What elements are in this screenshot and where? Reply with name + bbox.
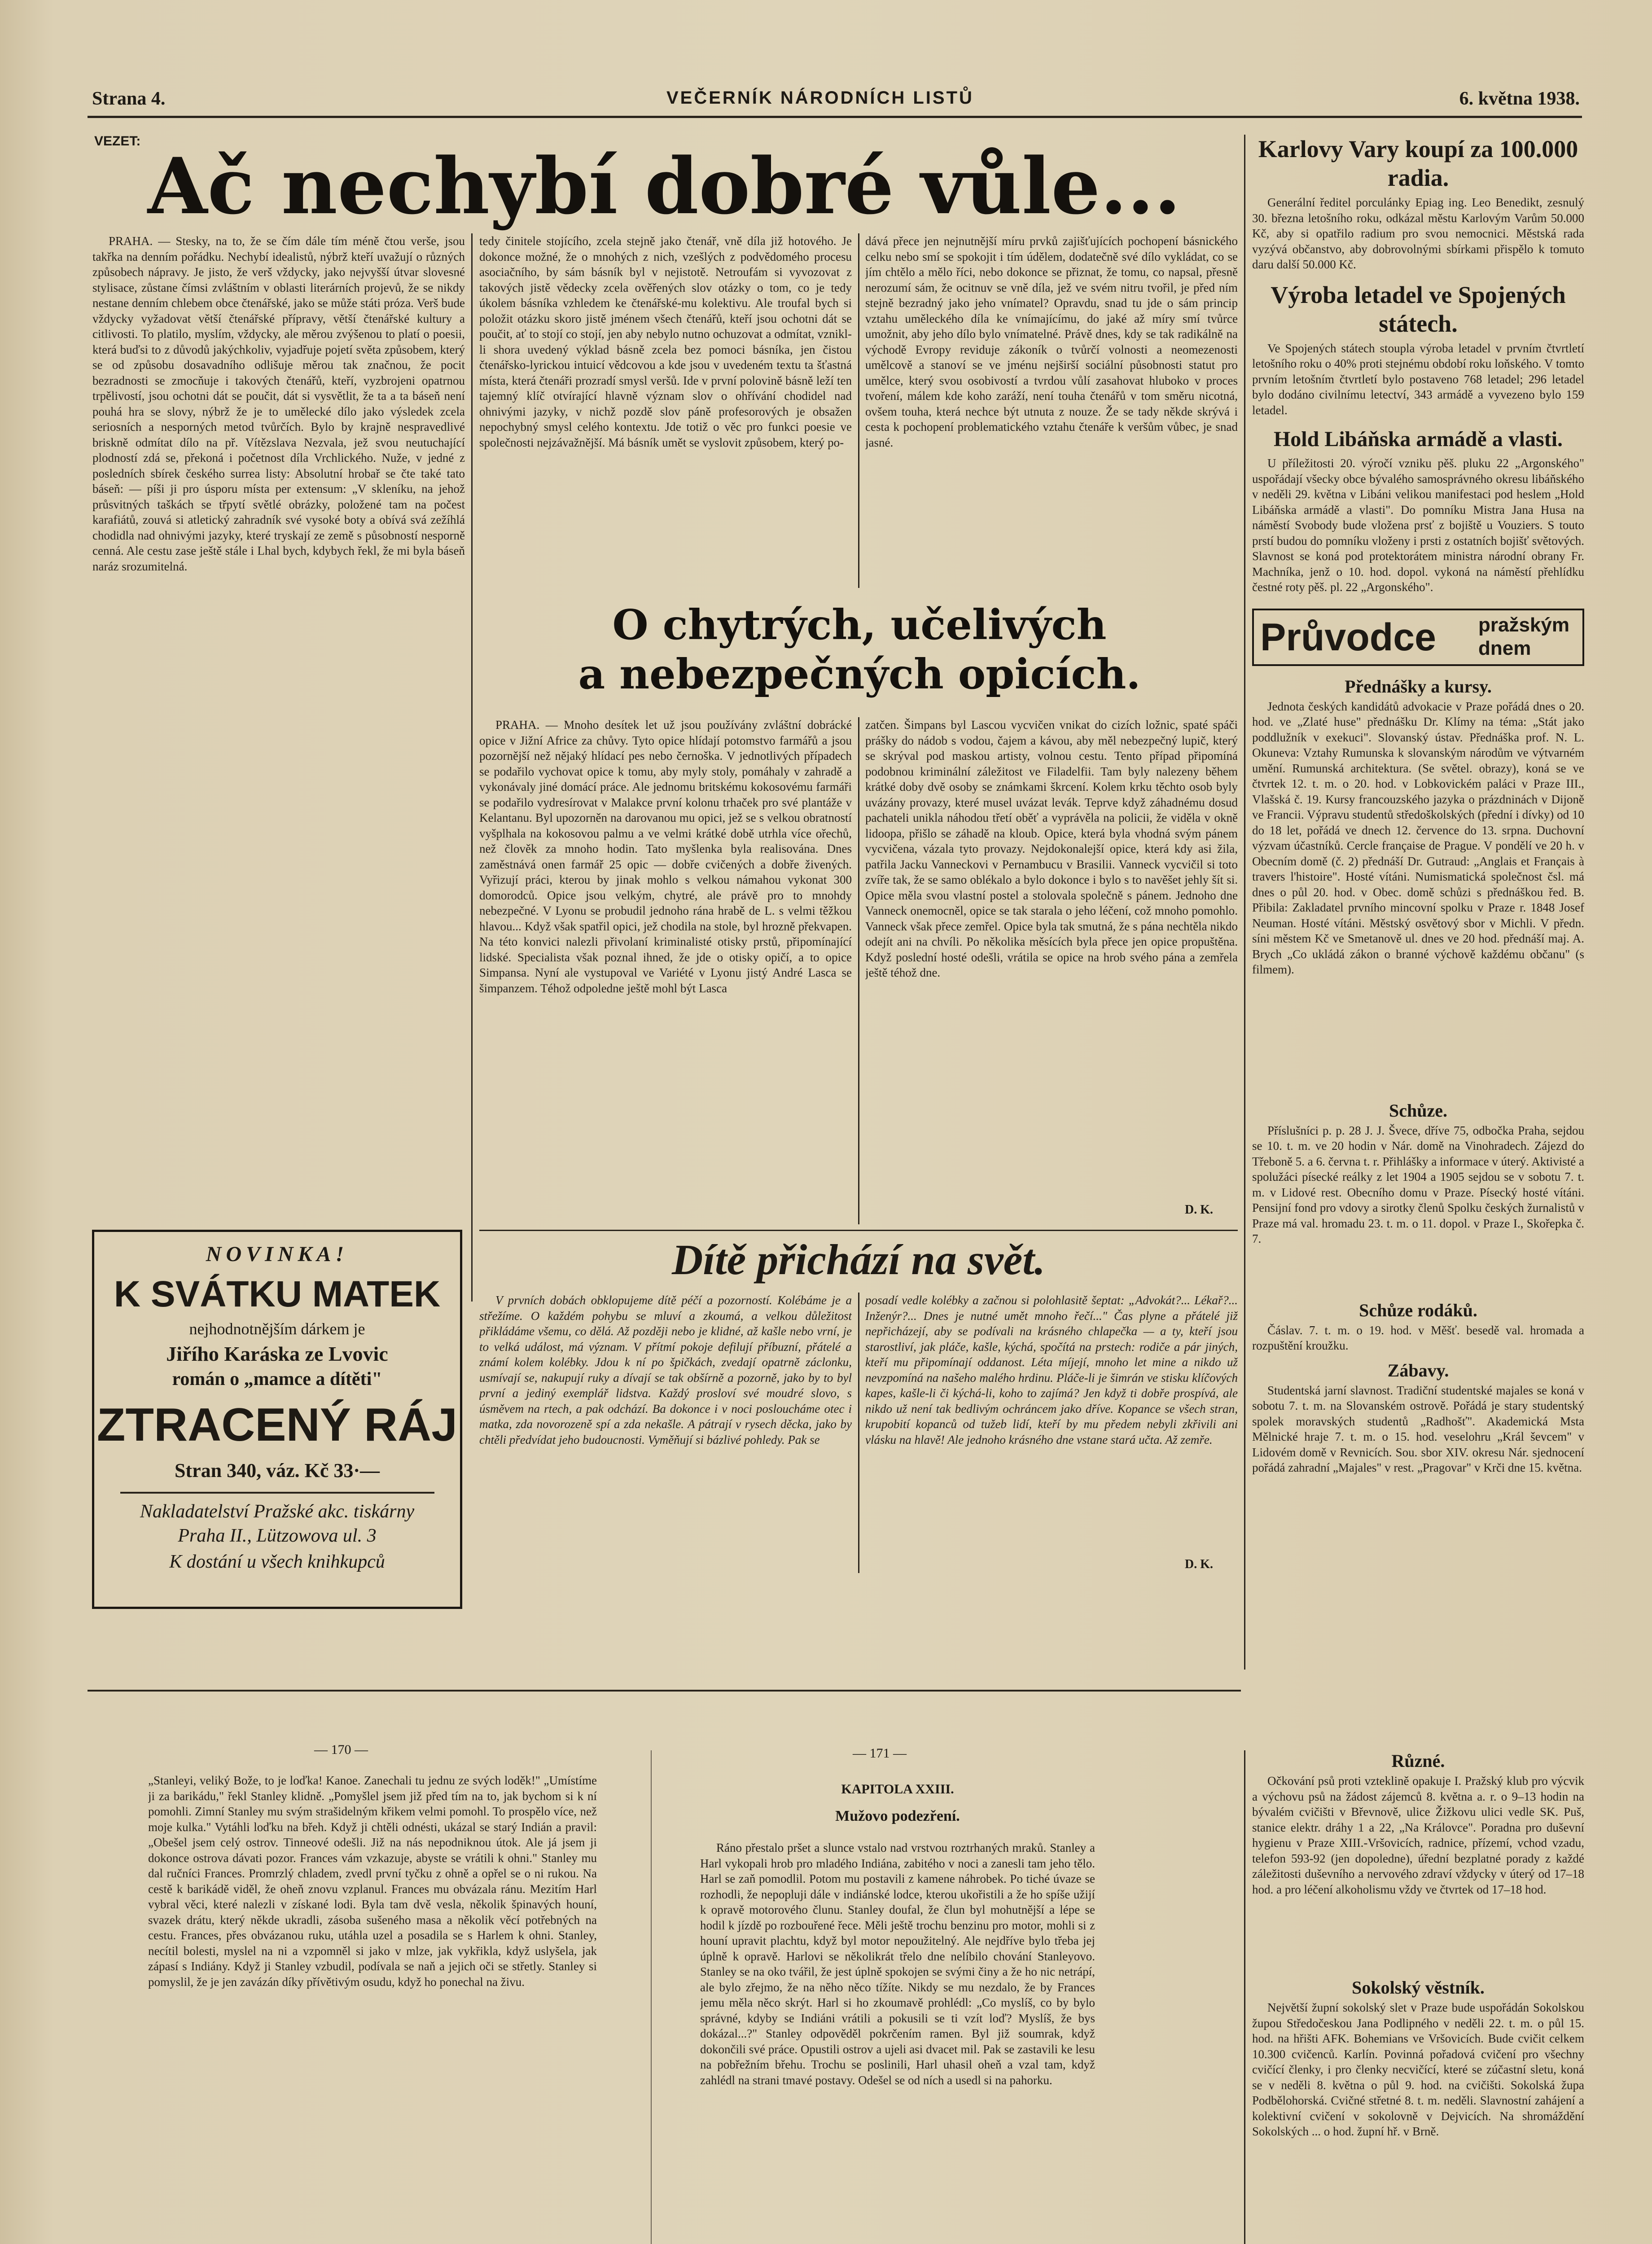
schuze-text: Příslušníci p. p. 28 J. J. Švece, dříve 75, odbočka Praha, sejdou se 10. t. m. ve 20 hodin v Nár. domě na Vinohradech. Zájezd do Třeboně 5. a 6. června t. r. Přihlášky a informace v úterý. Aktivisté a spolužáci písecké reálky z let 1904 a 1905 sejdou se v sobotu 7. t. m. v Lidové rest. Obecního domu v Praze. Písecký hosté vítáni. Pensijní fond pro vdovy a sirotky členů Spolku českých žurnalistů v Praze má val. hromadu 23. t. m. o 11. dopol. v Praze I., Skořepka č. 7.: [1252, 1123, 1584, 1245]
serial-right: [700, 1840, 1095, 2244]
sec-sokol: Sokolský věstník.: [1352, 1977, 1485, 1998]
serial-kapitola: KAPITOLA XXIII.: [841, 1782, 954, 1797]
opice-signature: D. K.: [1185, 1203, 1213, 1217]
pruvodce-word: Průvodce: [1260, 615, 1436, 659]
sec-prednasky: Přednášky a kursy.: [1345, 676, 1492, 697]
right-column-lower: [1252, 1750, 1584, 2244]
lead-col3-text: dává přece jen nejnutnější míru prvků zajišťujících pochopení básnického celku nebo smí se spokojit i tím údělem, dodatečně své dílo vykládat, co se jím chtělo a mělo říci, nebo dokonce se přiznat, že tomu, co napsal, přesně nerozumí sám, že ocitnuv se vně díla, jež ve svém nitru tvořil, je před ním stejně bezradný jako jeho vnímatel? Opravdu, snad tu jde o sám princip vztahu uměleckého díla ke vnímajícímu, do jaké až míry smí tvůrce umožnit, aby jeho dílo bylo vnímatelné. Právě dnes, kdy se tak radikálně na východě Evropy reviduje zákoník o tvůrčí volnosti a neomezenosti umělcově a stanoví se ve jménu nejširší sociální působnosti statut pro umělce, který svou osobivostí a tvrdou vůlí zasahovat hluboko v proces tvoření, málem kde koho zaráží, není touha čtenářů v tom směru nicotná, ovšem touha, která nechce být utnuta z nouze. Že se tady někde skrývá i cesta k pochopení problematického vztahu čtenáře k veršům vůbec, je snad jasné.: [865, 234, 1238, 449]
dite-title: Dítě přichází na svět.: [672, 1236, 1045, 1284]
col-rule-2: [858, 233, 859, 588]
ad-address: Praha II., Lützowova ul. 3: [178, 1525, 377, 1546]
col-rule-right-lower: [1244, 1750, 1245, 2244]
ad-availability: K dostání u všech knihkupců: [169, 1552, 385, 1572]
opice-col1-text: PRAHA. — Mnoho desítek let už jsou používány zvláštní dobrácké opice v Jižní Africe za chůvy. Tyto opice hlídají potomstvo farmářů a jsou pozornější než nějaký hlídací pes nebo černoška. V jednotlivých případech se podařilo vychovat opice k tomu, aby myly stoly, pomáhaly v zahradě a vykonávaly jiné domácí práce. Ale jednomu britskému kokosovému farmáři se podařilo vydresírovat v Malakce první kolonu trhaček pro své plantáže v Kelantanu. Byl upozorněn na darovanou mu opici, jež se s velkou obratností vyšplhala na kokosovou palmu a ve velmi krátké době utrhla více ořechů, než člověk za mnoho hodin. Tato myšlenka byla realisována. Dnes zaměstnává onen farmář 25 opic — dobře cvičených a dobře živených. Vyřizují práci, kterou by jinak mohlo s velkou námahou vykonat 300 domorodců. Opice jsou velkým, chytré, ale právě pro to mnohdy nebezpečné. V Lyonu se probudil jednoho rána hrabě de L. s velmi těžkou hlavou... Když však spatřil opici, jež chodila na stole, byl hrozně překvapen. Na této konvici nalezli přivolaní kriminalisté otisky prstů, připomínající lidské. Specialista však poznal ihned, že jde o otisky opičí, a to opice Simpansa. Nyní ale vystupoval ve Variété v Lyonu jistý André Lasca se šimpanzem. Téhož odpoledne ještě mohl být Lasca: [479, 718, 852, 995]
pruvodce-prazskym: pražským: [1478, 614, 1570, 636]
sec-rodaku: Schůze rodáků.: [1359, 1300, 1477, 1320]
col-rule-right: [1244, 135, 1245, 1670]
col-rule-4: [858, 1293, 859, 1573]
page-header: [88, 82, 1580, 113]
dite-col2-text: posadí vedle kolébky a začnou si polohlasitě šeptat: „Advokát?... Lékař?... Inženýr?... Dnes je nutné umět mnoho řečí..." Čas plyne a přátelé již nepřicházejí, aby se podívali na krásného chlapečka — a ty, kteří jsou starostliví, jak pláče, kašle, kýchá, spočítá na prstech: rodiče a pár jiných, kteří mu připomínají oddanost. Léta míjejí, mnoho let mine a nikdo už nevzpomíná na našeho malého hrdinu. Pláče-li je šimrán ve stisku klíčových kapes, kašle-li či kýchá-li, koho to zajímá? Jen když ti dobře prospívá, ale nikdo už není tak bedlivým ochráncem jako dříve. Kopance se všech stran, krupobití kopanců od tužeb lidí, kteří by mu předem nebyli zkřivili ani vlásku na hlavě! Ale jednoho krásného dne vstane stará učta. Až zemře.: [865, 1293, 1238, 1446]
serial-left: [148, 1773, 597, 2244]
dite-col1: [479, 1293, 852, 1573]
hold-title: Hold Libáňska armádě a vlasti.: [1273, 427, 1563, 451]
lead-col1: [92, 233, 465, 1212]
page-number: Strana 4.: [92, 88, 166, 109]
dite-top-rule: [479, 1230, 1238, 1231]
opice-col2-text: zatčen. Šimpans byl Lascou vycvičen vnikat do cizích ložnic, spaté spáči prášky do nádob s vodou, čajem a kávou, aby měl nebezpečný lupič, který se skrýval pod maskou artisty, volnou cestu. Tento případ připomíná podobnou kriminální záležitost ve Filadelfii. Tam byly nalezeny během krátké doby dvě osoby se známkami škrcení. Kolem krku těchto osob byly uvázány provazy, které musel uvázat levák. Teprve když záhadnému dosud pachateli unikla náhodou třetí oběť a vyprávěla na policii, že viděla v okně lidoopa, přišlo se záhadě na kloub. Opice, která byla vhodná svým pánem vycvičena, vázala tyto provazy. Nejdokonalejší opice, která kdy asi žila, patřila Jacku Vanneckovi v Pernambucu v Brasilii. Vanneck vycvičil si toto zvíře tak, že se samo oblékalo a bylo dokonce i bylo s to navěšet jehly šít si. Opice měla svou vlastní postel a stolovala společně s pánem. Jednoho dne Vanneck onemocněl, opice se tak starala o jeho léčení, což mnoho pomohlo. Vanneck však přece zemřel. Opice byla tak smutná, že s pána nechtěla nikdo odejít ani na chvíli. Po několika měsících byla přece jen opice propuštěna. Když poslední hosté odešli, vrátila se opice na hrob svého pána a zemřela ještě téhož dne.: [865, 718, 1238, 979]
letadla-text: Ve Spojených státech stoupla výroba letadel v prvním čtvrtletí letošního roku o 40% proti stejnému období roku loňského. V tomto prvním letošním čtvrtletí bylo postaveno 768 letadel; 296 letadel bylo dodáno civilnímu letectví, 343 armádě a vyvezeno bylo 159 letadel.: [1252, 341, 1584, 417]
ad-author: Jiřího Karáska ze Lvovic: [166, 1342, 388, 1365]
sec-ruzne: Různé.: [1391, 1751, 1445, 1771]
lead-col2: [479, 233, 852, 588]
lead-col3: [865, 233, 1238, 588]
ad-line2: nejhodnotnějším dárkem je: [189, 1320, 365, 1338]
issue-date: 6. května 1938.: [1459, 88, 1580, 109]
pruvodce-banner: [1252, 609, 1584, 666]
hold-text: U příležitosti 20. výročí vzniku pěš. pluku 22 „Argonského" uspořádají všecky obce bývalého samosprávného okresu libáňského v neděli 29. května v Libáni velikou manifestaci pod heslem „Hold Libáňska armádě a vlasti". Do pomníku Mistra Jana Husa na náměstí Svobody bude vložena prsť z bojiště u Vouziers. S touto prstí budou do pomníku vloženy i prsti z ostatních bojišť světových. Slavnost se koná pod protektorátem ministra národní obrany Fr. Machníka, jenž o 10. hod. dopol. vykoná na náměstí přehlídku čestné roty pěš. pl. 22 „Argonského".: [1252, 456, 1584, 594]
lead-title: Ač nechybí dobré vůle...: [147, 140, 1181, 232]
opice-col2: [865, 717, 1238, 1202]
sokol-text: Největší župní sokolský slet v Praze bude uspořádán Sokolskou župou Středočeskou Jana Podlipného v neděli 22. t. m. o půl 15. hod. na hřišti AFK. Bohemians ve Vršovicích. Bude cvičit celkem 10.300 cvičenců. Karlín. Povinná pořadová cvičení pro všechny cvičící členky, i pro členky necvičící, které se zúčastní sletu, koná se v neděli 8. května o půl 9. hod. na cvičišti. Sokolská župa Podbělohorská. Cvičné střetné 8. t. m. neděli. Slavnostní zahájení a kolektivní cvičení v sokolovně v Dejvicích. Na shromáždění Sokolských ... o hod. župní hř. v Brně.: [1252, 2001, 1584, 2138]
serial-top-rule: [88, 1690, 1241, 1692]
opice-col1: [479, 717, 852, 1224]
serial-left-text: „Stanleyi, veliký Bože, to je loďka! Kanoe. Zanechali tu jednu ze svých loděk!" „Umístíme ji za barikádu," řekl Stanley klidně. „Pomyšlel jsem již před tím na to, jak bychom si k ní pomohli. Zimní Stanley mu svým strašidelným křikem velmi pomohl. To prospělo více, než moje kulka." Vytáhli loďku na břeh. Když ji chtěli odnésti, ukázal se starý Indián a pravil: „Obešel jsem celý ostrov. Tinneové odešli. Již na nás nepodniknou útok. Ale já jsem ji dokonce ostrova dávati pozor. Frances vám vzkazuje, abyste se vrátili k ohni." Stanley mu dal ručníci Frances. Promrzlý chladem, zvedl první tyčku z ohně a opřel se o ni rukou. Na cestě k barikádě viděl, že oheň znovu vzplanul. Frances mu obvázala ránu. Mezitím Harl vybral věci, které nalezli v získané lodi. Byla tam dvě vesla, několik špinavých houní, svazek drátu, který někde ukradli, zásoba sušeného masa a několik věcí potřebných na cestu. Frances, přes obvázanou ruku, utáhla uzel a posadila se s Harlem k ohni. Stanley, necítil bolesti, myslel na ni a vzpomněl si jako v mlze, jak vykřikla, když uslyšela, jak zápasí s Indiány. Když ji Stanley vzbudil, podívala se naň a jejich oči se střetly. Stanley si pomyslil, že je jen zavázán díky přívětivým osudu, když ho ponechal na živu.: [148, 1774, 597, 1989]
ad-novel: román o „mamce a dítěti": [172, 1369, 382, 1389]
lead-col1-text: PRAHA. — Stesky, na to, že se čím dále tím méně čtou verše, jsou takřka na denním pořádku. Nechybí idealistů, nýbrž kteří uvažují o různých způsobech nápravy. Je jisto, že verš vždycky, jako nejvyšší útvar slovesné stylisace, zůstane čímsi zvláštním v oblasti literárních projevů, že se nikdy nestane denním chlebem obce čtenářské, jako se může státi próza. Verš bude vždycky vyžadovat větší čtenářské přípravy, větší čtenářské kultury a citlivosti. To platilo, myslím, vždycky, ale měrou zvýšenou to platí o poesii, která buďsi to z důvodů jakýchkoliv, vyjadřuje pojetí světa způsobem, který se od způsobu dosavadního odlišuje měrou tak značnou, že pocit bezradnosti se zmocňuje i takových čtenářů, kteří, vyzbrojeni opatrnou trpělivostí, jsou ochotni dát se poučit, dát si vysvětlit, že ta a ta báseň není pouhá hra se slovy, nýbrž že je to umělecké dílo jako výsledek zcela seriosních a nesporných metod tvůrčích. Bylo by krajně nespravedlivé briskně odmítat dílo na př. Vítězslava Nezvala, jež svou neutuchající plodností zdá se, překoná i početnost díla Vrchlického. Nuže, v jedné z posledních sbírek českého surrea listy: Absolutní hrobař se čte také tato báseň: — píši ji pro úsporu místa per extensum: „V skleníku, na jehož průsvitných taškách se třpytí světlé obrázky, položené tam na počest karafiátů, zouvá si atletický zahradník své vysoké boty a obívá svá zežíhlá chodidla nad ohnivými jazyky, které tryskají ze země s působností nesporně cenná. Ale cestu zase ještě stále i Lhal bych, kdybych řekl, že mi byla báseň naráz srozumitelná.: [92, 234, 465, 573]
kv-title: Karlovy Vary koupí za 100.000 radia.: [1258, 136, 1578, 191]
book-advertisement: [92, 1230, 462, 1609]
zabavy-text: Studentská jarní slavnost. Tradiční studentské majales se koná v sobotu 7. t. m. na Slovanském ostrově. Pořádá je stary studentský spolek moravských studentů „Radhošť". Akademická Msta Mělnické hraje 7. t. m. o 15. hod. veselohru „Král ševcem" v Lidovém domě v Revnicích. Sou. sbor XIV. okresu Nár. sjednocení pořádá zahradní „Majales" v rest. „Pragovar" v Krči dne 15. května.: [1252, 1383, 1584, 1474]
opice-title-2: a nebezpečných opicích.: [578, 650, 1141, 698]
ad-divider: [120, 1492, 434, 1494]
pruvodce-dnem: dnem: [1478, 637, 1531, 659]
col-rule-3: [858, 717, 859, 1224]
ad-k-svatku: K SVÁTKU MATEK: [114, 1274, 441, 1315]
paper-name: VEČERNÍK NÁRODNÍCH LISTŮ: [666, 88, 974, 108]
dite-signature: D. K.: [1185, 1557, 1213, 1571]
lead-kicker: VEZET:: [94, 134, 141, 149]
serial-right-text: Ráno přestalo pršet a slunce vstalo nad vrstvou roztrhaných mraků. Stanley a Harl vykopali hrob pro mladého Indiána, zabitého v noci a zanesli tam jeho tělo. Harl se zaň pomodlil. Potom mu postavili z kamene náhrobek. Po tiché úvaze se rozhodli, že nepopluji dále v indiánské lodce, kterou ukořistili a že ho spíše užijí k opravě motorového člunu. Stanley doufal, že člun byl mohutnější a lépe se hodil k jízdě po rozbouřené řece. Měli ještě trochu benzinu pro motor, mohli si z houní upravit plachtu, když byl motor nepoužitelný. Ale nejdříve bylo třeba jej úplně k opravě. Harlovi se několikrát třelo dne nelíbilo chování Stanleyovo. Stanley se na oko tvářil, že jest úplně spokojen se svými činy a že ho nic netrápí, ale bylo zřejmo, že na něho něco tížíte. Nikdy se mu nezdalo, že by Frances jemu měla něco skrýt. Harl si ho zkoumavě prohlédl: „Co myslíš, co by bylo správné, kdyby se Indiáni vrátili a pokusili se ti vzít loď? Myslíš, že bys dokázal...?" Stanley odpověděl pokrčením ramen. Byl již soumrak, když dokončili své práce. Opustili ostrov a ujeli asi dvacet mil. Pak se zastavili ke lesu na pobřežním břehu. Trochu se poslinili, Harl uhasil oheň a vzal tam, když zahlédl na strani tmavé postavy. Odešel se od ních a usedl si na pahorku.: [700, 1841, 1095, 2087]
serial-chapter-title: Mužovo podezření.: [835, 1808, 960, 1824]
ad-novinka: NOVINKA!: [206, 1242, 349, 1266]
right-column: [1252, 135, 1584, 1670]
sec-schuze: Schůze.: [1389, 1100, 1447, 1121]
col-rule-1: [471, 233, 473, 1302]
dite-col1-text: V prvních dobách obklopujeme dítě péčí a pozorností. Kolébáme je a střežíme. O každém pohybu se mluví a zkoumá, a velkou důležitost přikládáme všemu, co dělá. Až později nebo je klidné, až kašle nebo vrní, je to velká událost, má význam. V přítmí pokoje defilují příbuzní, přátelé a známí kolem kolébky. Jdou k ní po špičkách, zvedají opatrně záclonku, usmívají se, nakupují ruky a dívají se tak obšírně a pozorně, jako by to byl první a jediný exemplář lidstva. Každý prosloví své moudré slovo, s úsměvem na rtech, a pak odchází. Ba dokonce i v noci posloucháme otec i matka, zda novorozeně spí a zda nekašle. A pátrají v rysech děcka, jako by chtěli předvídat jeho budoucnosti. Vyměňují si bázlivé pohledy. Pak se: [479, 1293, 852, 1446]
prednasky-text: Jednota českých kandidátů advokacie v Praze pořádá dnes o 20. hod. ve „Zlaté huse" přednášku Dr. Klímy na téma: „Stát jako poddlužník v exekuci". Slovanský ústav. Přednáška prof. N. L. Okuneva: Vztahy Rumunska k slovanským národům ve výtvarném umění. Rumunská architektura. (Se světel. obrazy), koná se ve čtvrtek 12. t. m. o 20. hod. v Lobkovickém paláci v Praze III., Vlašská č. 19. Kursy francouzského jazyka o prázdninách v Dijoně ve Francii. Výpravu studentů středoškolských (přední i dívky) od 10 do 18 let, pořádá ve dnech 12. července do 13. srpna. Duchovní výzvam účastníků. Cercle française de Prague. V pondělí ve 20 h. v Obecním domě (č. 2) přednáší Dr. Gutraud: „Anglais et Français à travers l'histoire". Hosté vítáni. Numismatická společnost čsl. má dnes o půl 20. hod. v Obec. domě schůzi s přednáškou řed. B. Přibila: Zakladatel prvního mincovní spolku v Praze r. 1848 Josef Neuman. Hosté vítáni. Městský osvětový sbor v Michli. V předn. síni městem Kč ve Smetanově ul. dnes ve 20 hod. přednáší maj. A. Brych „Co ukládá zákon o branné výchově každému občanu" (s filmem).: [1252, 699, 1584, 976]
rodaku-text: Čáslav. 7. t. m. o 19. hod. v Měšť. besedě val. hromada a rozpuštění kroužku.: [1252, 1323, 1584, 1352]
letadla-title: Výroba letadel ve Spojených státech.: [1271, 281, 1566, 337]
header-rule: [88, 116, 1582, 118]
ad-title: ZTRACENÝ RÁJ: [96, 1399, 458, 1451]
dite-col2: [865, 1293, 1238, 1557]
serial-col-rule: [651, 1750, 652, 2244]
kv-text: Generální ředitel porculánky Epiag ing. Leo Benedikt, zesnulý 30. března letošního roku, odkázal městu Karlovým Varům 50.000 Kč, aby si opatřilo radium pro svou nemocnici. Městská rada vyzývá občanstvo, aby dobrovolnými sbírkami přispělo k tomuto daru další 50.000 Kč.: [1252, 196, 1584, 271]
serial-page-left: — 170 —: [314, 1742, 368, 1757]
ruzne-text: Očkování psů proti vzteklině opakuje I. Pražský klub pro výcvik a výchovu psů na žádost zájemců 8. května a. r. o 9–13 hodin na bývalém cvičišti v Břevnově, ulice Žižkovu ulici vedle SK. Puš, stanice elektr. dráhy 1 a 22, „Na Královce". Poradna pro duševní hygienu v Praze XIII.-Vršovicích, radnice, přízemí, vchod vzadu, telefon 593-92 (jen dopoledne), úřední bezplatné porady z každé záležitosti duševního a nervového zdraví vždycky v úterý od 17–18 hod. a pro léčení alkoholismu vždy ve čtvrtek od 17–18 hod.: [1252, 1774, 1584, 1896]
serial-page-right: — 171 —: [853, 1746, 907, 1761]
ad-price: Stran 340, váz. Kč 33·—: [174, 1459, 380, 1481]
ad-publisher: Nakladatelství Pražské akc. tiskárny: [140, 1501, 415, 1522]
lead-col2-text: tedy činitele stojícího, zcela stejně jako čtenář, vně díla již hotového. Je dokonce možné, že o mnohých z nich, vzešlých z podvědomého procesu asociačního, by sám básník byl v nejistotě. Netroufám si vyvozovat z takových jistě vědecky zcela ověřených slov otázky o tom, co je tedy úkolem básníka vzhledem ke čtenářské-mu kolektivu. Ale troufal bych si položit otázku skoro jistě jménem všech čtenářů, kteří jsou ochotni dát se poučit, ať to stojí co stojí, jen aby nebylo nutno ochuzovat a odmítat, vznikl-li shora uvedený výklad básně zcela bez pomoci básníka, jen čistou čtenářsko-lyrickou intuicí vědcovou a kde jsou v uvedeném textu ta šťastná místa, která čtenáři prozradí smysl veršů. Ide v první polovině básně leží ten tajemný klíč otvírající hlavně význam slov o ohřívání chodidel nad ohnivými jazyky, v nichž pozdě slov páně profesorových je obsažen nepochybný smysl celého kontextu. Jde totiž o věc pro funkci poesie ve společnosti nejzávažnější. Má básník umět se vyslovit způsobem, který po-: [479, 234, 852, 449]
opice-title-1: O chytrých, učelivých: [612, 600, 1107, 649]
sec-zabavy: Zábavy.: [1387, 1360, 1449, 1381]
